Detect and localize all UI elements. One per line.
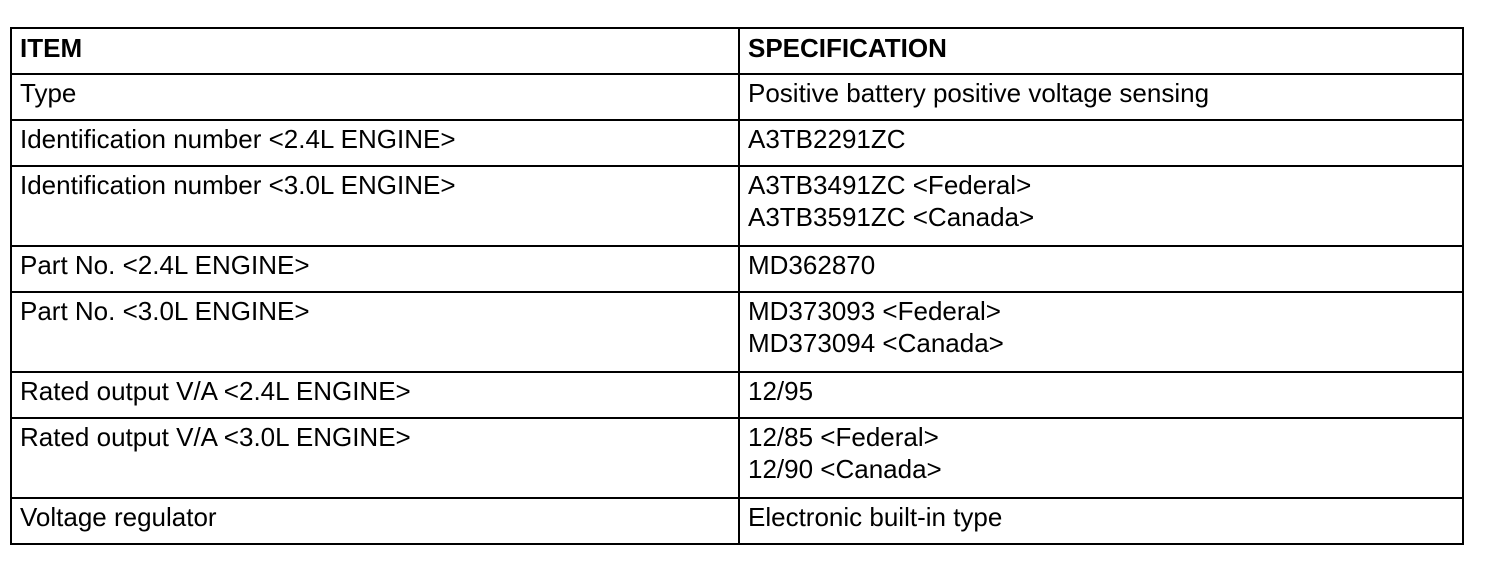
- item-cell: Identification number <2.4L ENGINE>: [11, 120, 739, 166]
- specification-line: MD373094 <Canada>: [748, 328, 1004, 358]
- table-header-row: [11, 28, 1463, 74]
- item-cell: Rated output V/A <3.0L ENGINE>: [11, 418, 739, 498]
- item-cell: Part No. <2.4L ENGINE>: [11, 246, 739, 292]
- specification-line: A3TB3591ZC <Canada>: [748, 202, 1035, 232]
- specification-cell: [739, 498, 1463, 544]
- item-cell: Rated output V/A <2.4L ENGINE>: [11, 372, 739, 418]
- specification-cell: [739, 418, 1463, 498]
- specification-cell: [739, 372, 1463, 418]
- specification-line: 12/85 <Federal>: [748, 422, 939, 452]
- specification-cell: [739, 74, 1463, 120]
- specification-line: Positive battery positive voltage sensing: [748, 78, 1210, 108]
- table-row: [11, 246, 1463, 292]
- table-row: [11, 166, 1463, 246]
- specification-line: MD362870: [748, 250, 876, 280]
- column-header-specification: SPECIFICATION: [739, 28, 1463, 74]
- specification-cell: [739, 292, 1463, 372]
- item-cell: Type: [11, 74, 739, 120]
- table-row: [11, 120, 1463, 166]
- specification-cell: [739, 246, 1463, 292]
- specification-line: MD373093 <Federal>: [748, 296, 1001, 326]
- table-row: [11, 292, 1463, 372]
- item-cell: Part No. <3.0L ENGINE>: [11, 292, 739, 372]
- column-header-item: ITEM: [11, 28, 739, 74]
- item-cell: Voltage regulator: [11, 498, 739, 544]
- specification-line: A3TB2291ZC: [748, 124, 906, 154]
- item-cell: Identification number <3.0L ENGINE>: [11, 166, 739, 246]
- table-row: [11, 74, 1463, 120]
- specification-table: [10, 27, 1464, 545]
- specification-cell: [739, 120, 1463, 166]
- table-row: [11, 372, 1463, 418]
- table-row: [11, 498, 1463, 544]
- table-row: [11, 418, 1463, 498]
- specification-line: 12/90 <Canada>: [748, 454, 942, 484]
- specification-cell: [739, 166, 1463, 246]
- specification-line: A3TB3491ZC <Federal>: [748, 170, 1032, 200]
- specification-line: Electronic built-in type: [748, 502, 1003, 532]
- specification-line: 12/95: [748, 376, 814, 406]
